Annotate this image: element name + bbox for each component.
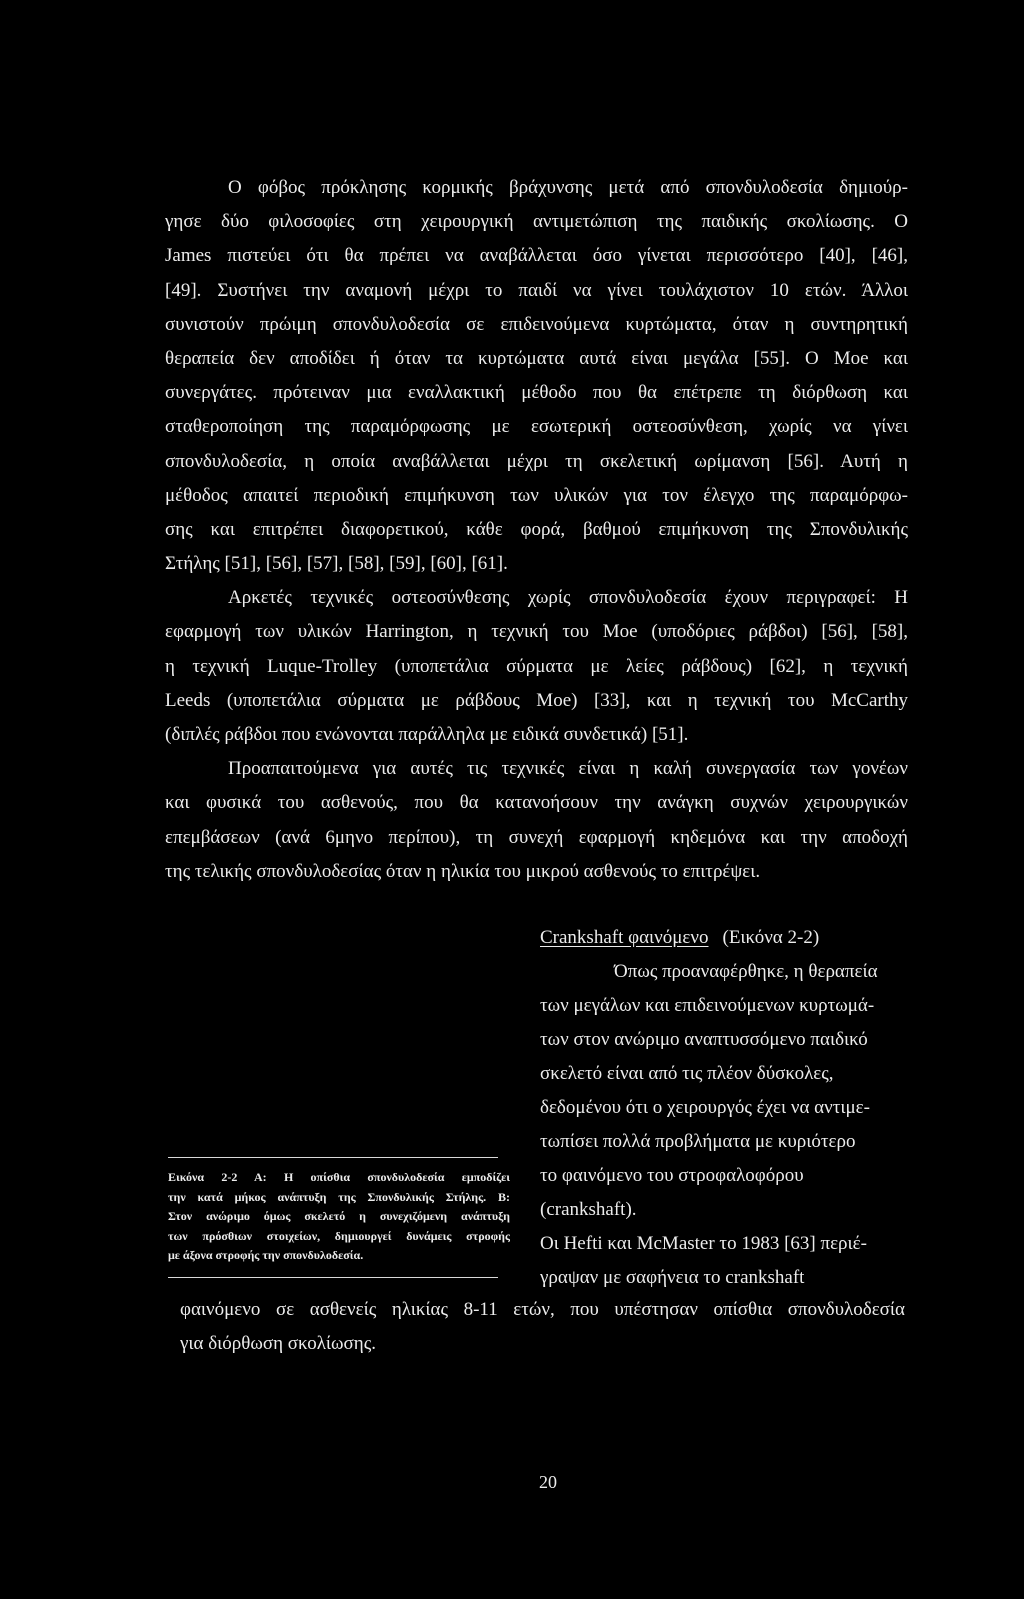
paragraph-2 <box>165 581 908 752</box>
continuation-text <box>180 1293 905 1361</box>
paragraph-1 <box>165 171 908 581</box>
text-line: [49]. Συστήνει την αναμονή μέχρι το παιδί να γίνει τουλάχιστον 10 ετών. Άλλοι <box>165 279 908 301</box>
text-line: σπονδυλοδεσία, η οποία αναβάλλεται μέχρι τη σκελετική ωρίμανση [56]. Αυτή η <box>165 450 908 472</box>
text-line: Προαπαιτούμενα για αυτές τις τεχνικές είναι η καλή συνεργασία των γονέων <box>228 758 908 780</box>
caption-line: με άξονα στροφής την σπονδυλοδεσία. <box>168 1248 364 1262</box>
page-number: 20 <box>539 1472 557 1492</box>
text-line: των στον ανώριμο αναπτυσσόμενο παιδικό <box>540 1029 868 1050</box>
text-line: Στήλης [51], [56], [57], [58], [59], [60], [61]. <box>165 553 508 575</box>
crankshaft-section <box>540 921 920 1295</box>
text-line: γραψαν με σαφήνεια το crankshaft <box>540 1267 805 1288</box>
text-line: τωπίσει πολλά προβλήματα με κυριότερο <box>540 1131 856 1152</box>
text-line: η τεχνική Luque-Trolley (υποπετάλια σύρματα με λείες ράβδους) [62], η τεχνική <box>165 655 908 677</box>
caption-line: την κατά μήκος ανάπτυξη της Σπονδυλικής Στήλης. Β: <box>168 1189 510 1204</box>
text-line: θεραπεία δεν αποδίδει ή όταν τα κυρτώματα αυτά είναι μεγάλα [55]. Ο Moe και <box>165 347 908 369</box>
text-line: Ο φόβος πρόκλησης κορμικής βράχυνσης μετά από σπονδυλοδεσία δημιούρ- <box>228 177 908 198</box>
caption-top-rule <box>168 1157 498 1158</box>
text-line: James πιστεύει ότι θα πρέπει να αναβάλλεται όσο γίνεται περισσότερο [40], [46], <box>165 245 908 267</box>
figure-reference: (Εικόνα 2-2) <box>722 927 820 948</box>
text-line: Όπως προαναφέρθηκε, η θεραπεία <box>614 961 878 982</box>
caption-bottom-rule <box>168 1277 498 1278</box>
text-line: συνεργάτες. πρότειναν μια εναλλακτική μέθοδο που θα επέτρεπε τη διόρθωση και <box>165 382 908 404</box>
text-line: εφαρμογή των υλικών Harrington, η τεχνική του Moe (υποδόριες ράβδοι) [56], [58], <box>165 621 908 643</box>
caption-line: Εικόνα 2-2 Α: Η οπίσθια σπονδυλοδεσία εμποδίζει <box>168 1170 510 1184</box>
text-line: σης και επιτρέπει διαφορετικού, κάθε φορά, βαθμού επιμήκυνση της Σπονδυλικής <box>165 518 908 540</box>
figure-caption <box>168 1168 510 1266</box>
section-heading-line <box>540 921 920 955</box>
text-line: μέθοδος απαιτεί περιοδική επιμήκυνση των υλικών για τον έλεγχο της παραμόρφω- <box>165 484 908 506</box>
paragraph-3 <box>165 752 908 889</box>
caption-line: Στον ανώριμο όμως σκελετό η συνεχιζόμενη ανάπτυξη <box>168 1209 510 1223</box>
text-line: σταθεροποίηση της παραμόρφωσης με εσωτερική οστεοσύνθεση, χωρίς να γίνει <box>165 416 908 438</box>
main-text <box>165 171 908 889</box>
text-line: για διόρθωση σκολίωσης. <box>180 1333 376 1354</box>
text-line: (διπλές ράβδοι που ενώνονται παράλληλα με ειδικά συνδετικά) [51]. <box>165 724 689 745</box>
text-line: δεδομένου ότι ο χειρουργός έχει να αντιμε- <box>540 1097 870 1118</box>
text-line: γησε δύο φιλοσοφίες στη χειρουργική αντιμετώπιση της παιδικής σκολίωσης. Ο <box>165 211 908 233</box>
text-line: Οι Hefti και McMaster το 1983 [63] περιέ- <box>540 1233 867 1254</box>
text-line: φαινόμενο σε ασθενείς ηλικίας 8-11 ετών, που υπέστησαν οπίσθια σπονδυλοδεσία <box>180 1299 905 1320</box>
text-line: Αρκετές τεχνικές οστεοσύνθεσης χωρίς σπονδυλοδεσία έχουν περιγραφεί: Η <box>228 587 908 609</box>
text-line: επεμβάσεων (ανά 6μηνο περίπου), τη συνεχή εφαρμογή κηδεμόνα και την αποδοχή <box>165 826 908 848</box>
text-line: σκελετό είναι από τις πλέον δύσκολες, <box>540 1063 834 1084</box>
text-line: συνιστούν πρώιμη σπονδυλοδεσία σε επιδεινούμενα κυρτώματα, όταν η συντηρητική <box>165 313 908 335</box>
text-line: (crankshaft). <box>540 1199 637 1220</box>
text-line: και φυσικά του ασθενούς, που θα κατανοήσουν την ανάγκη συχνών χειρουργικών <box>165 792 908 814</box>
text-line: το φαινόμενο του στροφαλοφόρου <box>540 1165 804 1186</box>
text-line: Leeds (υποπετάλια σύρματα με ράβδους Moe) [33], και η τεχνική του McCarthy <box>165 689 908 711</box>
text-line: της τελικής σπονδυλοδεσίας όταν η ηλικία του μικρού ασθενούς το επιτρέψει. <box>165 860 761 882</box>
section-heading: Crankshaft φαινόμενο <box>540 927 709 948</box>
caption-line: των πρόσθιων στοιχείων, δημιουργεί δυνάμεις στροφής <box>168 1228 510 1243</box>
text-line: των μεγάλων και επιδεινούμενων κυρτωμά- <box>540 995 875 1016</box>
